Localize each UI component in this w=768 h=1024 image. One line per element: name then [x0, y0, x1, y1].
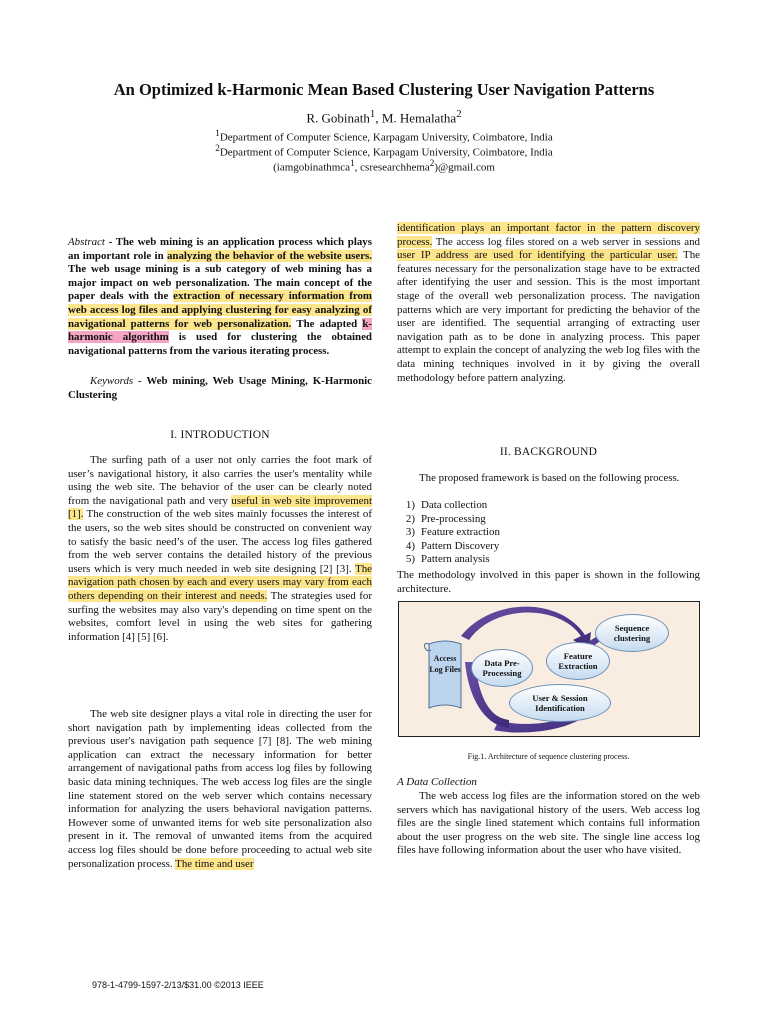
- process-step: [397, 553, 700, 567]
- abstract-s1: - The web mining is an application process which plays an important role in: [68, 236, 372, 262]
- author-separator: ,: [375, 110, 382, 126]
- right-s2: The features necessary for the personalization stage have to be extracted after identifying the user and session. This is the most important stage of the overall web personalization process. The navigation patterns which are very important for predicting the behavior of the user are identified. The sequential arranging of extracting user navigation path as to be done in analyzing process. This paper attempt to explain the concept of analyzing the web log files with the data mining techniques involved in it by giving the overall methodology before pattern analyzing.: [397, 249, 700, 384]
- methodology-text: The methodology involved in this paper is shown in the following architecture.: [397, 569, 700, 595]
- node-feature-extraction: Feature Extraction: [546, 642, 610, 680]
- figure-caption: Fig.1. Architecture of sequence clustering process.: [467, 752, 630, 761]
- step-number: 4): [405, 539, 415, 552]
- abstract-s2: The web usage mining is a sub category of web mining has a major impact on web personalization. The main concept of the paper deals with the: [68, 263, 372, 303]
- process-step: [397, 540, 700, 554]
- author-2: M. Hemalatha: [381, 110, 457, 126]
- email-line: [0, 156, 768, 176]
- authors-line: [0, 108, 768, 126]
- step-number: 3): [405, 526, 415, 539]
- intro-paragraph-1: [68, 454, 372, 644]
- intro-p1-s3: The strategies used for surfing the websites may also vary's depending on time spent on the websites, comfort level in using the web sites for gathering information [4] [5] [6].: [68, 589, 373, 643]
- paper-title: An Optimized k-Harmonic Mean Based Clustering User Navigation Patterns: [113, 80, 655, 99]
- data-collection-paragraph: The web access log files are the information stored on the web servers which has navigational history of the users. Web access log files are the single lined statement which contains full information about the user progress on the web site. The single line access log files have following information about the user who have visited.: [397, 790, 700, 857]
- author-1: R. Gobinath: [306, 110, 370, 126]
- intro-p1-s1: The surfing path of a user not only carries the foot mark of user’s navigational history, it also carries the user's mentality while using the web site. The behavior of the user can be clearly noted from the navigational path and very: [68, 454, 372, 507]
- step-label: Data collection: [421, 499, 488, 511]
- intro-p1-s2: The construction of the web sites mainly focusses the interest of the users, so the web sites should be constructed on convenient way to satisfy the basic need’s of the user. The access log files gathered from the web server contains the detailed history of the previous users which is very much needed in web site designing [2] [3].: [68, 508, 372, 575]
- intro-p2-s1: The web site designer plays a vital role in directing the user for short navigation path by implementing ideas collected from the previous user's navigation path sequence [7] [8]. The web mining application can extract the necessary information for better arrangement of navigational paths from access log files by following basic data mining techniques. The web access log files are the single line statement stored on the web server which contains necessary information for analyzing the users behavioral navigation patterns. However some of unwanted items for web site personalization also present in it. The removal of unwanted items from the acquired access log files should be done before proceeding to actual web site personalization process.: [68, 708, 372, 870]
- intro-p1-highlight-1: useful in web site improvement [1].: [68, 494, 372, 521]
- affiliation-1-sup: 1: [215, 128, 220, 138]
- right-column-paragraph: [397, 222, 700, 385]
- keywords-text: - Web mining, Web Usage Mining, K-Harmonic Clustering: [68, 375, 372, 401]
- step-label: Pattern Discovery: [421, 539, 500, 552]
- email-sup-2: 2: [429, 158, 435, 168]
- email-part-2: , csresearchhema: [354, 161, 430, 174]
- section-heading-introduction: I. INTRODUCTION: [170, 429, 270, 441]
- email-part-3: )@gmail.com: [434, 161, 495, 174]
- step-number: 1): [405, 499, 415, 511]
- step-label: Pattern analysis: [421, 553, 490, 566]
- keywords: [68, 375, 372, 402]
- affiliation-2-sup: 2: [215, 143, 220, 153]
- intro-p1-highlight-2: The navigation path chosen by each and every users may vary from each others depending on their interest and needs.: [68, 562, 372, 602]
- abstract-s3: The adapted: [291, 317, 363, 330]
- author-2-sup: 2: [456, 108, 462, 120]
- intro-paragraph-2: [68, 708, 372, 871]
- process-step: [397, 499, 700, 513]
- abstract-highlight-2: extraction of necessary information from web access log files and applying clustering for easy analyzing of navigational patterns for web personalization.: [68, 290, 372, 330]
- intro-p2-highlight-1: The time and user: [175, 857, 254, 870]
- step-number: 5): [405, 553, 415, 566]
- access-log-files-label: Access Log Files: [429, 654, 461, 674]
- architecture-figure: [398, 601, 700, 737]
- email-sup-1: 1: [350, 158, 355, 168]
- abstract-highlight-1: analyzing the behavior of the website users.: [166, 249, 372, 262]
- right-highlight-2: user IP address are used for identifying the particular user.: [397, 249, 678, 262]
- process-step: [397, 513, 700, 527]
- abstract-lead: Abstract: [68, 236, 105, 248]
- node-data-preprocessing: Data Pre-Processing: [471, 649, 533, 687]
- affiliation-1-text: Department of Computer Science, Karpagam University, Coimbatore, India: [219, 131, 553, 144]
- affiliation-2-text: Department of Computer Science, Karpagam University, Coimbatore, India: [219, 146, 553, 159]
- background-intro: The proposed framework is based on the following process.: [419, 472, 680, 484]
- process-steps-list: [397, 499, 700, 567]
- section-heading-background: II. BACKGROUND: [499, 446, 598, 458]
- right-s1: The access log files stored on a web server in sessions and: [432, 235, 700, 248]
- step-label: Feature extraction: [421, 526, 500, 539]
- email-part-1: (iamgobinathmca: [273, 161, 351, 174]
- node-user-session-identification: User & Session Identification: [509, 684, 611, 722]
- abstract: [68, 236, 372, 358]
- step-label: Pre-processing: [421, 512, 486, 525]
- author-1-sup: 1: [369, 108, 376, 120]
- subsection-heading-data-collection: A Data Collection: [397, 776, 477, 788]
- abstract-highlight-3: k-harmonic algorithm: [68, 317, 372, 344]
- node-sequence-clustering: Sequence clustering: [595, 614, 669, 652]
- step-number: 2): [405, 512, 415, 525]
- right-highlight-1: identification plays an important factor in the pattern discovery process.: [397, 222, 700, 248]
- process-step: [397, 526, 700, 540]
- abstract-s4: is used for clustering the obtained navigational patterns from the various iterating process.: [68, 331, 372, 357]
- footer-copyright: 978-1-4799-1597-2/13/$31.00 ©2013 IEEE: [92, 980, 264, 990]
- keywords-lead: Keywords: [90, 375, 134, 387]
